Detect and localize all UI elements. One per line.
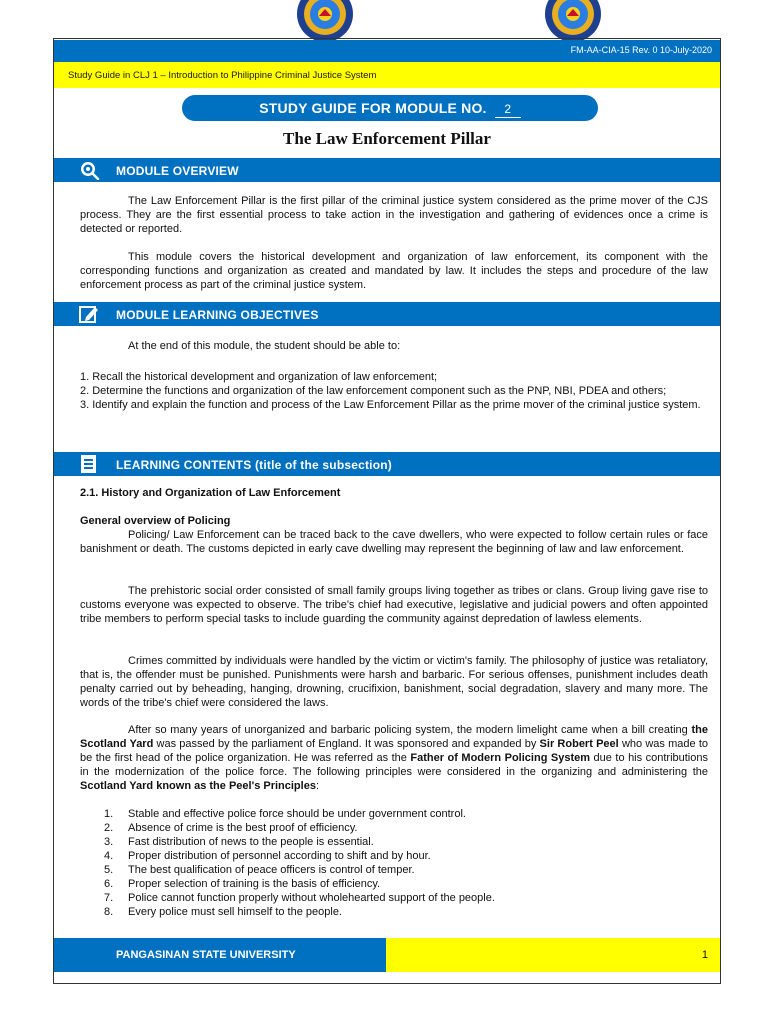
text-run: was passed by the parliament of England. It was sponsored and expanded by: [153, 738, 540, 750]
contents-heading-note: (title of the subsection): [254, 458, 392, 472]
list-item: [104, 849, 684, 863]
item-number: 6.: [104, 878, 114, 890]
item-number: 5.: [104, 864, 114, 876]
list-item: [104, 891, 684, 905]
content-paragraph: Crimes committed by individuals were handled by the victim or victim's family. The philosophy of justice was retaliatory, that is, the offender must be punished. Punishments were harsh and barbaric. For serious offenses, punishment includes death penalty carried out by beheading, hanging, drowning, crucifixion, banishment, social degradation, slavery and many more. The words of the tribe's chief were considered the laws.: [80, 655, 708, 709]
subheading: General overview of Policing: [80, 515, 231, 527]
item-number: 4.: [104, 850, 114, 862]
overview-header: [54, 158, 720, 182]
document-icon: [78, 454, 100, 474]
objectives-intro: At the end of this module, the student should be able to:: [128, 340, 401, 352]
content-paragraph: [80, 723, 708, 793]
objective-item: 3. Identify and explain the function and process of the Law Enforcement Pillar as the prime mover of the criminal justice system.: [80, 399, 701, 411]
footer-right: [386, 938, 720, 972]
content-paragraph: Policing/ Law Enforcement can be traced back to the cave dwellers, who were expected to follow certain rules or face banishment or death. The customs depicted in early cave dwelling may represent the beginning of law and law enforcement.: [80, 529, 708, 555]
peel-principles-list: [104, 807, 684, 919]
bold-term: Sir Robert Peel: [539, 738, 619, 750]
item-number: 1.: [104, 808, 114, 820]
page-number: 1: [701, 949, 708, 961]
contents-heading: LEARNING CONTENTS: [116, 458, 252, 472]
magnifier-icon: [78, 160, 100, 180]
bold-term: Scotland Yard known as the Peel's Principles: [80, 780, 316, 792]
item-number: 2.: [104, 822, 114, 834]
module-banner: [182, 95, 598, 121]
list-item: [104, 807, 684, 821]
item-text: Every police must sell himself to the people.: [128, 906, 342, 918]
list-item: [104, 821, 684, 835]
item-text: Fast distribution of news to the people is essential.: [128, 836, 374, 848]
module-label: STUDY GUIDE FOR MODULE NO.: [259, 100, 487, 116]
item-text: Proper selection of training is the basis of efficiency.: [128, 878, 381, 890]
contents-header: [54, 452, 720, 476]
list-item: [104, 905, 684, 919]
text-run: After so many years of unorganized and barbaric policing system, the modern limelight came when a bill creating: [128, 724, 692, 736]
objective-item: 1. Recall the historical development and organization of law enforcement;: [80, 371, 438, 383]
form-code: FM-AA-CIA-15 Rev. 0 10-July-2020: [570, 45, 712, 55]
bold-term: the Scotland Yard: [80, 724, 708, 750]
list-item: [104, 863, 684, 877]
item-text: The best qualification of peace officers is control of temper.: [128, 864, 415, 876]
item-text: Proper distribution of personnel according to shift and by hour.: [128, 850, 431, 862]
edit-icon: [78, 304, 100, 324]
item-number: 7.: [104, 892, 114, 904]
text-run: who was made to be the first head of the police organization. He was referred as the: [80, 738, 709, 764]
overview-heading: MODULE OVERVIEW: [116, 164, 239, 178]
header-bar: [54, 40, 720, 62]
footer-left: [54, 938, 386, 972]
objectives-heading: MODULE LEARNING OBJECTIVES: [116, 308, 319, 322]
text-run: :: [315, 780, 320, 792]
item-number: 3.: [104, 836, 114, 848]
course-bar: [54, 62, 720, 88]
university-name: PANGASINAN STATE UNIVERSITY: [116, 949, 296, 961]
item-text: Police cannot function properly without wholehearted support of the people.: [128, 892, 495, 904]
item-text: Absence of crime is the best proof of efficiency.: [128, 822, 358, 834]
overview-paragraph: The Law Enforcement Pillar is the first pillar of the criminal justice system considered as the prime mover of the CJS process. They are the first essential process to take action in the investigation and gathering of evidences once a crime is detected or reported.: [80, 195, 708, 235]
subsection-title: 2.1. History and Organization of Law Enforcement: [80, 487, 341, 499]
objectives-header: [54, 302, 720, 326]
objectives-list: [80, 370, 708, 412]
content-paragraph: The prehistoric social order consisted of small family groups living together as tribes or clans. Group living gave rise to customs everyone was expected to observe. The tribe's chief had executive, legislative and judicial powers and often appointed tribe members to perform special tasks to include guarding the community against depredation of lawless elements.: [80, 585, 708, 625]
overview-paragraph: This module covers the historical development and organization of law enforcement, its component with the corresponding functions and organization as created and mandated by law. It includes the steps and procedure of the law enforcement process as part of the criminal justice system.: [80, 251, 708, 291]
list-item: [104, 877, 684, 891]
course-line: Study Guide in CLJ 1 – Introduction to Philippine Criminal Justice System: [68, 70, 377, 81]
module-number: 2: [495, 101, 521, 118]
objective-item: 2. Determine the functions and organization of the law enforcement component such as the PNP, NBI, PDEA and others;: [80, 385, 667, 397]
page-title: The Law Enforcement Pillar: [283, 129, 491, 148]
list-item: [104, 835, 684, 849]
item-number: 8.: [104, 906, 114, 918]
text-run: due to his contributions in the modernization of the police force. The following principles were considered in the organizing and administering the: [80, 752, 708, 778]
bold-term: Father of Modern Policing System: [410, 752, 591, 764]
item-text: Stable and effective police force should be under government control.: [128, 808, 466, 820]
